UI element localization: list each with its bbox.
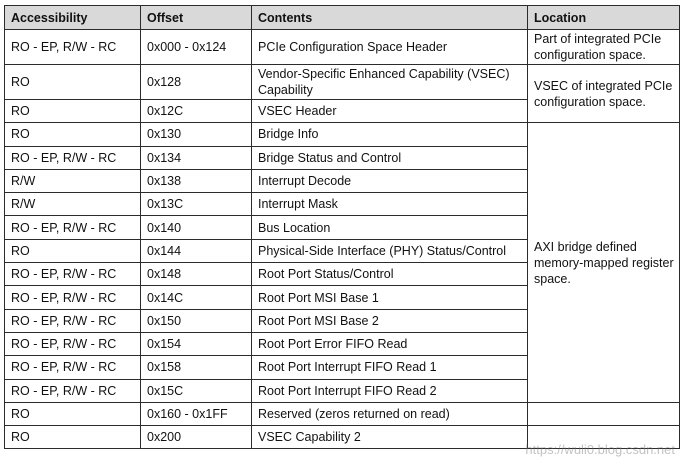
cell-location-vsec: VSEC of integrated PCIe configuration space. xyxy=(528,65,680,123)
cell-offset: 0x144 xyxy=(141,239,252,262)
cell-contents: Root Port Status/Control xyxy=(252,263,528,286)
cell-location-empty xyxy=(528,402,680,425)
cell-accessibility: RO - EP, R/W - RC xyxy=(5,309,141,332)
cell-contents: VSEC Header xyxy=(252,100,528,123)
cell-offset: 0x15C xyxy=(141,379,252,402)
table-row xyxy=(5,65,680,100)
cell-accessibility: RO - EP, R/W - RC xyxy=(5,146,141,169)
cell-offset: 0x12C xyxy=(141,100,252,123)
cell-offset: 0x200 xyxy=(141,426,252,449)
header-row xyxy=(5,6,680,30)
cell-accessibility: R/W xyxy=(5,169,141,192)
cell-accessibility: RO - EP, R/W - RC xyxy=(5,286,141,309)
cell-offset: 0x130 xyxy=(141,123,252,146)
header-offset: Offset xyxy=(141,6,252,30)
cell-offset: 0x000 - 0x124 xyxy=(141,30,252,65)
cell-location-integrated: Part of integrated PCIe configuration space. xyxy=(528,30,680,65)
header-accessibility: Accessibility xyxy=(5,6,141,30)
table-row xyxy=(5,30,680,65)
header-contents: Contents xyxy=(252,6,528,30)
cell-contents: Interrupt Mask xyxy=(252,193,528,216)
cell-offset: 0x128 xyxy=(141,65,252,100)
cell-offset: 0x160 - 0x1FF xyxy=(141,402,252,425)
cell-accessibility: RO - EP, R/W - RC xyxy=(5,216,141,239)
cell-contents: VSEC Capability 2 xyxy=(252,426,528,449)
cell-contents: Root Port MSI Base 1 xyxy=(252,286,528,309)
cell-contents: Physical-Side Interface (PHY) Status/Control xyxy=(252,239,528,262)
cell-accessibility: RO xyxy=(5,100,141,123)
watermark: https://wuli0.blog.csdn.net xyxy=(525,442,675,457)
cell-offset: 0x134 xyxy=(141,146,252,169)
cell-offset: 0x148 xyxy=(141,263,252,286)
register-table xyxy=(4,5,680,449)
cell-contents: Root Port MSI Base 2 xyxy=(252,309,528,332)
cell-contents: Root Port Interrupt FIFO Read 2 xyxy=(252,379,528,402)
cell-contents: Reserved (zeros returned on read) xyxy=(252,402,528,425)
cell-offset: 0x150 xyxy=(141,309,252,332)
cell-accessibility: RO - EP, R/W - RC xyxy=(5,332,141,355)
cell-accessibility: RO xyxy=(5,239,141,262)
cell-offset: 0x158 xyxy=(141,356,252,379)
header-location: Location xyxy=(528,6,680,30)
cell-accessibility: RO - EP, R/W - RC xyxy=(5,263,141,286)
cell-accessibility: RO - EP, R/W - RC xyxy=(5,379,141,402)
cell-accessibility: RO xyxy=(5,123,141,146)
cell-contents: Root Port Interrupt FIFO Read 1 xyxy=(252,356,528,379)
cell-contents: Bridge Info xyxy=(252,123,528,146)
cell-contents: Vendor-Specific Enhanced Capability (VSEC) Capability xyxy=(252,65,528,100)
cell-accessibility: RO xyxy=(5,402,141,425)
cell-offset: 0x154 xyxy=(141,332,252,355)
cell-contents: PCIe Configuration Space Header xyxy=(252,30,528,65)
cell-offset: 0x140 xyxy=(141,216,252,239)
cell-contents: Interrupt Decode xyxy=(252,169,528,192)
cell-offset: 0x14C xyxy=(141,286,252,309)
cell-offset: 0x13C xyxy=(141,193,252,216)
cell-accessibility: RO - EP, R/W - RC xyxy=(5,356,141,379)
cell-contents: Bus Location xyxy=(252,216,528,239)
cell-accessibility: RO xyxy=(5,65,141,100)
table-row xyxy=(5,402,680,425)
cell-offset: 0x138 xyxy=(141,169,252,192)
cell-location-axi: AXI bridge defined memory-mapped register space. xyxy=(528,123,680,403)
table-row xyxy=(5,123,680,146)
cell-contents: Root Port Error FIFO Read xyxy=(252,332,528,355)
cell-accessibility: R/W xyxy=(5,193,141,216)
cell-accessibility: RO - EP, R/W - RC xyxy=(5,30,141,65)
cell-accessibility: RO xyxy=(5,426,141,449)
cell-contents: Bridge Status and Control xyxy=(252,146,528,169)
